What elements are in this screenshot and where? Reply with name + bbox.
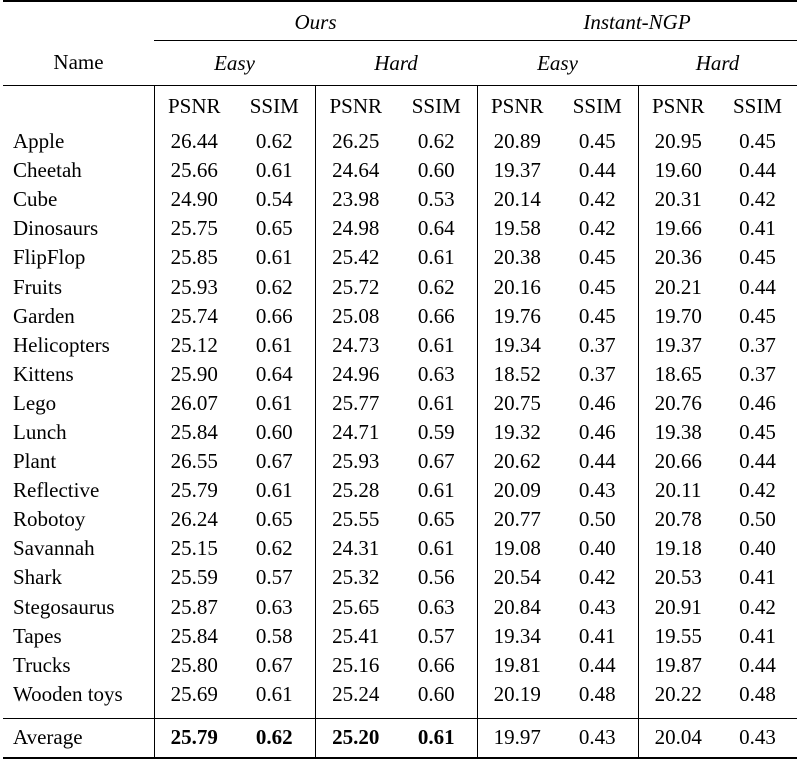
cell-value: 20.19 <box>493 681 541 706</box>
cell-value: 19.60 <box>654 158 702 183</box>
cell-value: 0.61 <box>234 389 315 418</box>
cell-value: 23.98 <box>332 187 380 212</box>
metric-header: SSIM <box>718 86 797 128</box>
row-name: Savannah <box>3 534 154 563</box>
difficulty-header: Hard <box>695 50 740 75</box>
difficulty-header: Hard <box>374 50 418 75</box>
cell-value: 20.78 <box>654 507 702 532</box>
cell-value: 0.63 <box>396 360 477 389</box>
cell-value: 25.66 <box>170 158 218 183</box>
cell-value: 20.76 <box>654 390 702 415</box>
row-name: Tapes <box>3 622 154 651</box>
row-name: Robotoy <box>3 505 154 534</box>
cell-value: 0.64 <box>396 214 477 243</box>
cell-value: 25.42 <box>332 245 380 270</box>
difficulty-header-row <box>3 41 797 86</box>
cell-value: 25.32 <box>332 565 380 590</box>
cell-value: 25.15 <box>170 536 218 561</box>
cell-value: 0.37 <box>557 360 638 389</box>
cell-value: 25.24 <box>332 681 380 706</box>
cell-value: 20.91 <box>654 594 702 619</box>
cell-value: 0.42 <box>557 563 638 592</box>
cell-value: 0.62 <box>396 127 477 156</box>
cell-value: 0.62 <box>234 272 315 301</box>
difficulty-header: Easy <box>537 50 578 75</box>
table-row <box>3 214 797 243</box>
cell-value: 0.60 <box>396 156 477 185</box>
cell-value: 0.41 <box>739 623 776 648</box>
cell-value: 25.72 <box>332 274 380 299</box>
cell-value: 0.44 <box>557 156 638 185</box>
cell-value: 0.59 <box>396 418 477 447</box>
cell-value: 0.45 <box>739 419 776 444</box>
metric-header-blank <box>3 86 154 128</box>
cell-value: 18.52 <box>493 361 541 386</box>
cell-value: 0.67 <box>396 447 477 476</box>
cell-value: 0.65 <box>234 505 315 534</box>
row-name: Wooden toys <box>3 680 154 709</box>
cell-value: 19.37 <box>493 158 541 183</box>
cell-value: 19.66 <box>654 216 702 241</box>
table-row <box>3 389 797 418</box>
table-row <box>3 680 797 709</box>
cell-value: 0.65 <box>234 214 315 243</box>
row-name: FlipFlop <box>3 243 154 272</box>
cell-value: 0.66 <box>396 651 477 680</box>
cell-value: 25.65 <box>332 594 380 619</box>
row-name: Dinosaurs <box>3 214 154 243</box>
cell-value: 19.76 <box>493 303 541 328</box>
cell-value: 0.65 <box>396 505 477 534</box>
cell-value: 25.84 <box>170 419 218 444</box>
cell-value: 0.43 <box>718 718 797 758</box>
row-name: Lunch <box>3 418 154 447</box>
cell-value: 24.31 <box>332 536 380 561</box>
table-row <box>3 447 797 476</box>
metric-header: PSNR <box>477 86 557 128</box>
table-row <box>3 272 797 301</box>
cell-value: 0.67 <box>234 447 315 476</box>
cell-value: 0.60 <box>396 680 477 709</box>
cell-value: 19.32 <box>493 419 541 444</box>
cell-value: 0.37 <box>739 361 776 386</box>
table-row <box>3 360 797 389</box>
cell-value: 0.57 <box>396 622 477 651</box>
cell-value: 19.87 <box>654 652 702 677</box>
cell-value: 0.45 <box>557 243 638 272</box>
cell-value: 24.71 <box>332 419 380 444</box>
cell-value: 0.61 <box>234 680 315 709</box>
cell-value: 19.34 <box>493 332 541 357</box>
cell-value: 0.48 <box>739 681 776 706</box>
cell-value: 25.93 <box>170 274 218 299</box>
cell-value: 19.97 <box>477 718 557 758</box>
cell-value: 0.45 <box>557 272 638 301</box>
cell-value: 0.50 <box>557 505 638 534</box>
cell-value: 25.90 <box>170 361 218 386</box>
cell-value: 24.73 <box>332 332 380 357</box>
cell-value: 0.42 <box>739 478 776 503</box>
cell-value: 0.45 <box>557 127 638 156</box>
cell-value: 0.42 <box>739 187 776 212</box>
metric-header-row <box>3 86 797 128</box>
cell-value: 0.48 <box>557 680 638 709</box>
cell-value: 25.55 <box>332 507 380 532</box>
cell-value: 25.87 <box>170 594 218 619</box>
row-name: Plant <box>3 447 154 476</box>
cell-value: 0.44 <box>557 447 638 476</box>
cell-value: 25.12 <box>170 332 218 357</box>
row-name: Trucks <box>3 651 154 680</box>
table-row <box>3 476 797 505</box>
cell-value: 26.25 <box>332 129 380 154</box>
table-row <box>3 622 797 651</box>
row-name: Kittens <box>3 360 154 389</box>
cell-value: 19.18 <box>654 536 702 561</box>
cell-value: 24.98 <box>332 216 380 241</box>
cell-value: 0.61 <box>396 476 477 505</box>
cell-value: 0.45 <box>739 129 776 154</box>
cell-value: 20.53 <box>654 565 702 590</box>
cell-value: 0.44 <box>557 651 638 680</box>
cell-value: 0.42 <box>557 185 638 214</box>
table-row <box>3 127 797 156</box>
cell-value: 19.70 <box>654 303 702 328</box>
table-row <box>3 331 797 360</box>
row-name: Cube <box>3 185 154 214</box>
cell-value: 25.84 <box>170 623 218 648</box>
cell-value: 20.54 <box>493 565 541 590</box>
row-name: Average <box>3 718 154 758</box>
cell-value: 0.40 <box>739 536 776 561</box>
row-name: Helicopters <box>3 331 154 360</box>
cell-value: 0.44 <box>739 652 776 677</box>
cell-value: 0.54 <box>234 185 315 214</box>
data-body <box>3 127 797 709</box>
cell-value: 19.08 <box>493 536 541 561</box>
cell-value: 26.44 <box>170 129 218 154</box>
table-row <box>3 418 797 447</box>
cell-value: 20.04 <box>638 718 718 758</box>
cell-value: 25.79 <box>170 478 218 503</box>
cell-value: 26.24 <box>170 507 218 532</box>
metric-header: SSIM <box>557 86 638 128</box>
cell-value: 0.64 <box>234 360 315 389</box>
cell-value: 0.60 <box>234 418 315 447</box>
cell-value: 0.41 <box>739 216 776 241</box>
difficulty-header: Easy <box>214 50 255 75</box>
cell-value: 25.16 <box>332 652 380 677</box>
cell-value: 0.42 <box>739 594 776 619</box>
row-name: Garden <box>3 302 154 331</box>
cell-value: 0.53 <box>396 185 477 214</box>
cell-value: 25.74 <box>170 303 218 328</box>
table-row <box>3 593 797 622</box>
cell-value: 0.43 <box>557 593 638 622</box>
cell-value: 24.90 <box>170 187 218 212</box>
cell-value: 20.89 <box>493 129 541 154</box>
cell-value: 19.38 <box>654 419 702 444</box>
cell-value: 24.96 <box>332 361 380 386</box>
name-header: Name <box>53 50 104 75</box>
cell-value: 24.64 <box>332 158 380 183</box>
cell-value: 20.77 <box>493 507 541 532</box>
cell-value: 0.62 <box>234 718 315 758</box>
metric-header: PSNR <box>154 86 234 128</box>
row-name: Reflective <box>3 476 154 505</box>
cell-value: 25.28 <box>332 478 380 503</box>
cell-value: 18.65 <box>654 361 702 386</box>
cell-value: 0.46 <box>557 418 638 447</box>
cell-value: 0.45 <box>739 245 776 270</box>
cell-value: 0.67 <box>234 651 315 680</box>
average-row <box>3 718 797 758</box>
metric-header: PSNR <box>315 86 396 128</box>
cell-value: 0.62 <box>234 127 315 156</box>
cell-value: 25.80 <box>170 652 218 677</box>
cell-value: 20.95 <box>654 129 702 154</box>
cell-value: 25.75 <box>170 216 218 241</box>
cell-value: 0.43 <box>557 476 638 505</box>
cell-value: 25.79 <box>154 718 234 758</box>
cell-value: 26.55 <box>170 449 218 474</box>
cell-value: 25.69 <box>170 681 218 706</box>
cell-value: 0.61 <box>234 156 315 185</box>
cell-value: 20.84 <box>493 594 541 619</box>
group-header-row <box>3 4 797 41</box>
cell-value: 20.11 <box>655 478 702 503</box>
cell-value: 20.21 <box>654 274 702 299</box>
cell-value: 25.85 <box>170 245 218 270</box>
row-name: Cheetah <box>3 156 154 185</box>
cell-value: 26.07 <box>170 390 218 415</box>
metric-header: PSNR <box>638 86 718 128</box>
row-name: Shark <box>3 563 154 592</box>
cell-value: 0.66 <box>234 302 315 331</box>
cell-value: 20.31 <box>654 187 702 212</box>
row-name: Stegosaurus <box>3 593 154 622</box>
cell-value: 0.43 <box>557 718 638 758</box>
cell-value: 0.61 <box>396 534 477 563</box>
cell-value: 0.44 <box>739 449 776 474</box>
cell-value: 0.61 <box>396 389 477 418</box>
cell-value: 25.93 <box>332 449 380 474</box>
cell-value: 0.40 <box>557 534 638 563</box>
cell-value: 0.41 <box>739 565 776 590</box>
cell-value: 0.61 <box>234 243 315 272</box>
group-instant-ngp: Instant-NGP <box>477 4 797 41</box>
cell-value: 0.63 <box>396 593 477 622</box>
cell-value: 0.62 <box>396 272 477 301</box>
cell-value: 0.61 <box>234 476 315 505</box>
cell-value: 19.34 <box>493 623 541 648</box>
cell-value: 25.77 <box>332 390 380 415</box>
cell-value: 0.45 <box>739 303 776 328</box>
cell-value: 0.46 <box>557 389 638 418</box>
table-row <box>3 563 797 592</box>
cell-value: 0.63 <box>234 593 315 622</box>
metric-header: SSIM <box>234 86 315 128</box>
cell-value: 0.62 <box>234 534 315 563</box>
cell-value: 20.75 <box>493 390 541 415</box>
cell-value: 20.22 <box>654 681 702 706</box>
cell-value: 19.81 <box>493 652 541 677</box>
cell-value: 20.16 <box>493 274 541 299</box>
cell-value: 20.09 <box>493 478 541 503</box>
group-ours: Ours <box>154 4 477 41</box>
cell-value: 20.62 <box>493 449 541 474</box>
table-row <box>3 243 797 272</box>
cell-value: 0.61 <box>396 718 477 758</box>
cell-value: 20.36 <box>654 245 702 270</box>
cell-value: 20.38 <box>493 245 541 270</box>
cell-value: 0.42 <box>557 214 638 243</box>
results-table <box>3 0 797 759</box>
cell-value: 25.20 <box>315 718 396 758</box>
metric-header: SSIM <box>396 86 477 128</box>
cell-value: 0.37 <box>739 332 776 357</box>
cell-value: 19.58 <box>493 216 541 241</box>
cell-value: 20.66 <box>654 449 702 474</box>
cell-value: 0.41 <box>557 622 638 651</box>
cell-value: 25.41 <box>332 623 380 648</box>
cell-value: 0.56 <box>396 563 477 592</box>
cell-value: 20.14 <box>493 187 541 212</box>
cell-value: 25.08 <box>332 303 380 328</box>
cell-value: 0.44 <box>739 158 776 183</box>
cell-value: 0.66 <box>396 302 477 331</box>
cell-value: 0.58 <box>234 622 315 651</box>
row-name: Fruits <box>3 272 154 301</box>
cell-value: 0.61 <box>234 331 315 360</box>
table-row <box>3 185 797 214</box>
cell-value: 0.46 <box>739 390 776 415</box>
cell-value: 0.50 <box>739 507 776 532</box>
cell-value: 25.59 <box>170 565 218 590</box>
table-row <box>3 651 797 680</box>
cell-value: 0.61 <box>396 243 477 272</box>
table-row <box>3 534 797 563</box>
cell-value: 0.44 <box>739 274 776 299</box>
cell-value: 0.61 <box>396 331 477 360</box>
row-name: Apple <box>3 127 154 156</box>
cell-value: 0.45 <box>557 302 638 331</box>
cell-value: 19.55 <box>654 623 702 648</box>
row-name: Lego <box>3 389 154 418</box>
table-row <box>3 505 797 534</box>
cell-value: 0.37 <box>557 331 638 360</box>
table-row <box>3 156 797 185</box>
cell-value: 19.37 <box>654 332 702 357</box>
table-row <box>3 302 797 331</box>
cell-value: 0.57 <box>234 563 315 592</box>
